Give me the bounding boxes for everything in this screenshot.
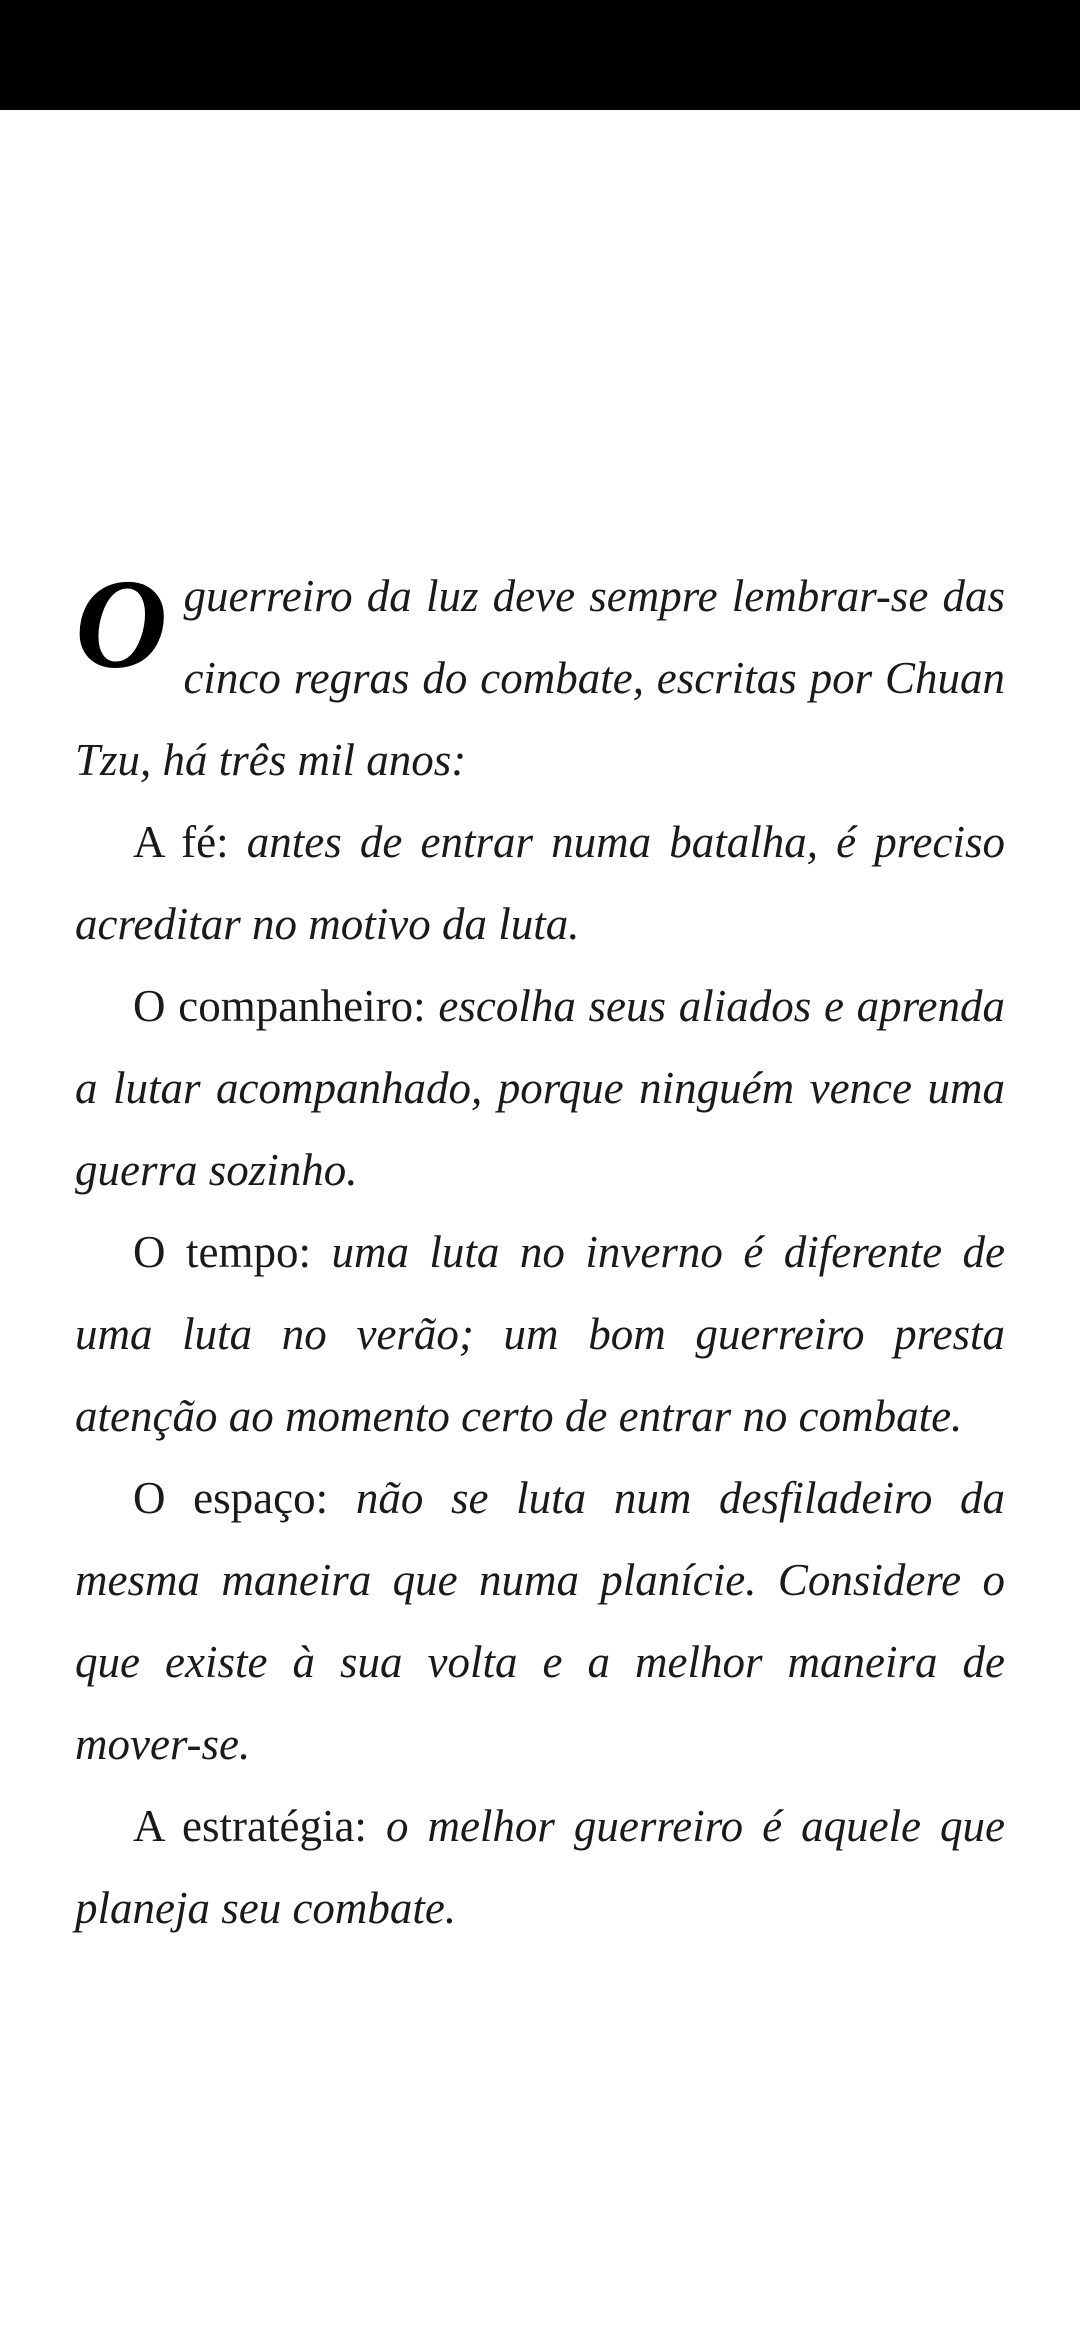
rule-text: uma luta no inverno é diferente de uma luta no verão; um bom guerreiro presta atenção ao momento certo de entrar no combate. — [75, 1227, 1006, 1441]
rule-label: A estratégia: — [133, 1801, 367, 1851]
rule-text: escolha seus aliados e aprenda a lutar acompanhado, porque ninguém vence uma guerra sozinho. — [75, 981, 1005, 1195]
drop-cap: O — [75, 553, 168, 695]
rule-companion — [75, 965, 1005, 1211]
rule-label: O companheiro: — [133, 981, 426, 1031]
opening-paragraph — [75, 555, 1005, 801]
rule-strategy — [75, 1785, 1005, 1949]
rule-time — [75, 1211, 1005, 1457]
rule-faith — [75, 801, 1005, 965]
status-bar — [0, 0, 1080, 110]
rule-text: antes de entrar numa batalha, é preciso acreditar no motivo da luta. — [75, 817, 1006, 949]
rule-text: não se luta num desfiladeiro da mesma maneira que numa planície. Considere o que existe à sua volta e a melhor maneira de mover-se. — [75, 1473, 1006, 1769]
rule-text: o melhor guerreiro é aquele que planeja seu combate. — [75, 1801, 1005, 1933]
rule-label: A fé: — [133, 817, 229, 867]
rule-label: O espaço: — [133, 1473, 329, 1523]
rule-label: O tempo: — [133, 1227, 311, 1277]
rule-space — [75, 1457, 1005, 1785]
opening-text: guerreiro da luz deve sempre lembrar-se das cinco regras do combate, escritas por Chuan Tzu, há três mil anos: — [75, 571, 1005, 785]
reader-page[interactable] — [75, 555, 1005, 1949]
